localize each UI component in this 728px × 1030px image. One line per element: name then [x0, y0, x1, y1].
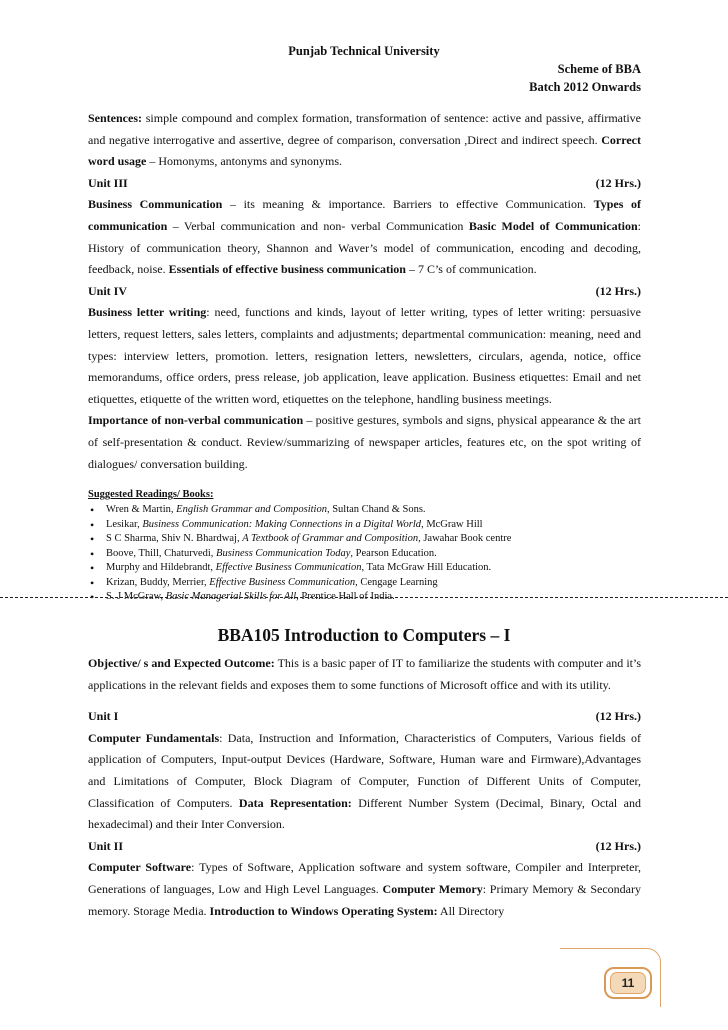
memory-text: : Primary Memory & Secondary memory. Storage Media. — [88, 881, 642, 918]
types-label: Types of communication — [88, 197, 641, 233]
fundamentals-paragraph — [88, 728, 641, 836]
scheme-header: Scheme of BBA — [557, 62, 641, 76]
section-divider — [0, 597, 728, 598]
fund-label: Computer Fundamentals — [88, 730, 220, 745]
unit-4-heading — [88, 281, 641, 303]
spacer — [88, 696, 641, 706]
reading-publisher: , Pearson Education. — [350, 547, 437, 559]
model-label: Basic Model of Communication — [468, 218, 638, 233]
unit-hours: (12 Hrs.) — [595, 709, 641, 724]
essentials-label: Essentials of effective business communication — [168, 262, 406, 277]
letter-label: Business letter writing — [88, 305, 207, 320]
reading-author: S C Sharma, Shiv N. Bhardwaj, — [106, 533, 243, 545]
bc-label: Business Communication — [88, 197, 223, 212]
letter-text: : need, functions and kinds, layout of letter writing, types of letter writing: persuasive letters, request letters, sales letters, complaints and adjustments; departmental communication: meaning, need and types: interview letters, promotion. letters, resignation letters, newsletters, circulars, agenda, notice, office memorandums, office orders, press release, job application, leave application. Business etiquettes: Email and net etiquettes, etiquette of the written word, etiquettes on the telephone, handling business meetings. — [88, 305, 641, 406]
essentials-text: – 7 C’s of communication. — [405, 262, 537, 277]
windows-label: Introduction to Windows Operating System: — [209, 903, 438, 918]
bc-text: – its meaning & importance. Barriers to effective Communication. — [222, 197, 594, 212]
unit-hours: (12 Hrs.) — [595, 175, 641, 190]
list-item — [88, 547, 641, 562]
objective-text: This is a basic paper of IT to familiarize the students with computer and it’s applications in the relevant fields and exposes them to some functions of Microsoft office and with its utility. — [88, 656, 641, 692]
nonverbal-paragraph — [88, 410, 641, 475]
reading-title: Effective Business Communication — [215, 562, 362, 574]
reading-title: Business Communication Today — [216, 547, 351, 559]
reading-publisher: , Tata McGraw Hill Education. — [361, 562, 492, 574]
list-item — [88, 576, 641, 591]
reading-author: Krizan, Buddy, Merrier, — [106, 576, 210, 588]
reading-publisher: , McGraw Hill — [421, 518, 483, 530]
page-number: 11 — [610, 972, 646, 994]
nonverbal-label: Importance of non-verbal communication — [88, 413, 304, 428]
unit-hours: (12 Hrs.) — [595, 283, 641, 298]
readings-title: Suggested Readings/ Books: — [88, 489, 214, 501]
datarep-text: Different Number System (Decimal, Binary, Octal and hexadecimal) and their Inter Conversion. — [88, 795, 641, 832]
objective-label: Objective/ s and Expected Outcome: — [88, 656, 275, 670]
batch-header: Batch 2012 Onwards — [529, 80, 641, 94]
sentences-paragraph — [88, 108, 641, 173]
list-item — [88, 518, 641, 533]
reading-title: A Textbook of Grammar and Composition, — [242, 533, 421, 545]
memory-label: Computer Memory — [382, 881, 483, 896]
unit-title: Unit I — [88, 709, 119, 724]
reading-publisher: , Sultan Chand & Sons. — [326, 504, 426, 516]
syllabus-top-section — [88, 108, 641, 605]
unit-hours: (12 Hrs.) — [595, 838, 641, 853]
sentences-label: Sentences: — [88, 111, 142, 125]
reading-author: Lesikar, — [106, 518, 143, 530]
course-title: BBA105 Introduction to Computers – I — [217, 625, 511, 645]
model-text: : History of communication theory, Shannon and Waver’s model of communication, encoding and decoding, feedback, noise. — [88, 218, 641, 277]
usage-label: Correct word usage — [88, 132, 641, 169]
reading-author: S. J McGraw, — [106, 591, 166, 603]
unit-2-heading — [88, 836, 641, 858]
reading-author: Wren & Martin, — [106, 504, 177, 516]
list-item — [88, 503, 641, 518]
list-item — [88, 561, 641, 576]
course-section — [88, 653, 641, 922]
unit-title: Unit IV — [88, 283, 128, 298]
suggested-readings — [88, 489, 641, 605]
readings-list — [88, 503, 641, 605]
reading-title: English Grammar and Composition — [176, 504, 327, 516]
unit-3-heading — [88, 173, 641, 195]
unit-1-heading — [88, 706, 641, 728]
software-paragraph — [88, 857, 641, 922]
software-text: : Types of Software, Application software and system software, Compiler and Interpreter, Generations of languages, Low and High Level Languages. — [88, 860, 641, 896]
letter-writing-paragraph — [88, 302, 641, 410]
reading-author: Boove, Thill, Chaturvedi, — [106, 547, 217, 559]
reading-title: Business Communication: Making Connections in a Digital World — [142, 518, 422, 530]
reading-publisher: Jawahar Book centre — [420, 533, 512, 545]
reading-title: Effective Business Communication — [209, 576, 356, 588]
objective-paragraph — [88, 653, 641, 696]
software-label: Computer Software — [88, 860, 192, 875]
business-communication-paragraph — [88, 194, 641, 280]
usage-text: – Homonyms, antonyms and synonyms. — [146, 154, 343, 169]
reading-publisher: Prentice Hall of India. — [298, 591, 395, 603]
university-header: Punjab Technical University — [288, 44, 440, 58]
datarep-label: Data Representation: — [238, 795, 352, 810]
nonverbal-text: – positive gestures, symbols and signs, physical appearance & the art of self-presentation & conduct. Review/summarizing of newspaper articles, features etc, on the spot writing of dialogues/ conversation building. — [88, 413, 641, 471]
list-item — [88, 532, 641, 547]
reading-title: Basic Managerial Skills for All, — [165, 591, 299, 603]
unit-title: Unit II — [88, 838, 124, 853]
reading-author: Murphy and Hildebrandt, — [106, 562, 216, 574]
windows-text: All Directory — [437, 903, 505, 918]
sentences-text: simple compound and complex formation, transformation of sentence: active and passive, affirmative and negative interrogative and assertive, degree of comparison, conversation ,Direct and indirect speech. — [88, 111, 641, 147]
types-text: – Verbal communication and non- verbal Communication — [167, 218, 469, 233]
reading-publisher: , Cengage Learning — [355, 576, 438, 588]
fund-text: : Data, Instruction and Information, Characteristics of Computers, Various fields of application of Computers, Input-output Devices (Hardware, Software, Human ware and Firmware),Advantages and Limitations of Computer, Block Diagram of Computer, Function of Different Units of Computer, Classification of Computers. — [88, 730, 641, 810]
unit-title: Unit III — [88, 175, 128, 190]
